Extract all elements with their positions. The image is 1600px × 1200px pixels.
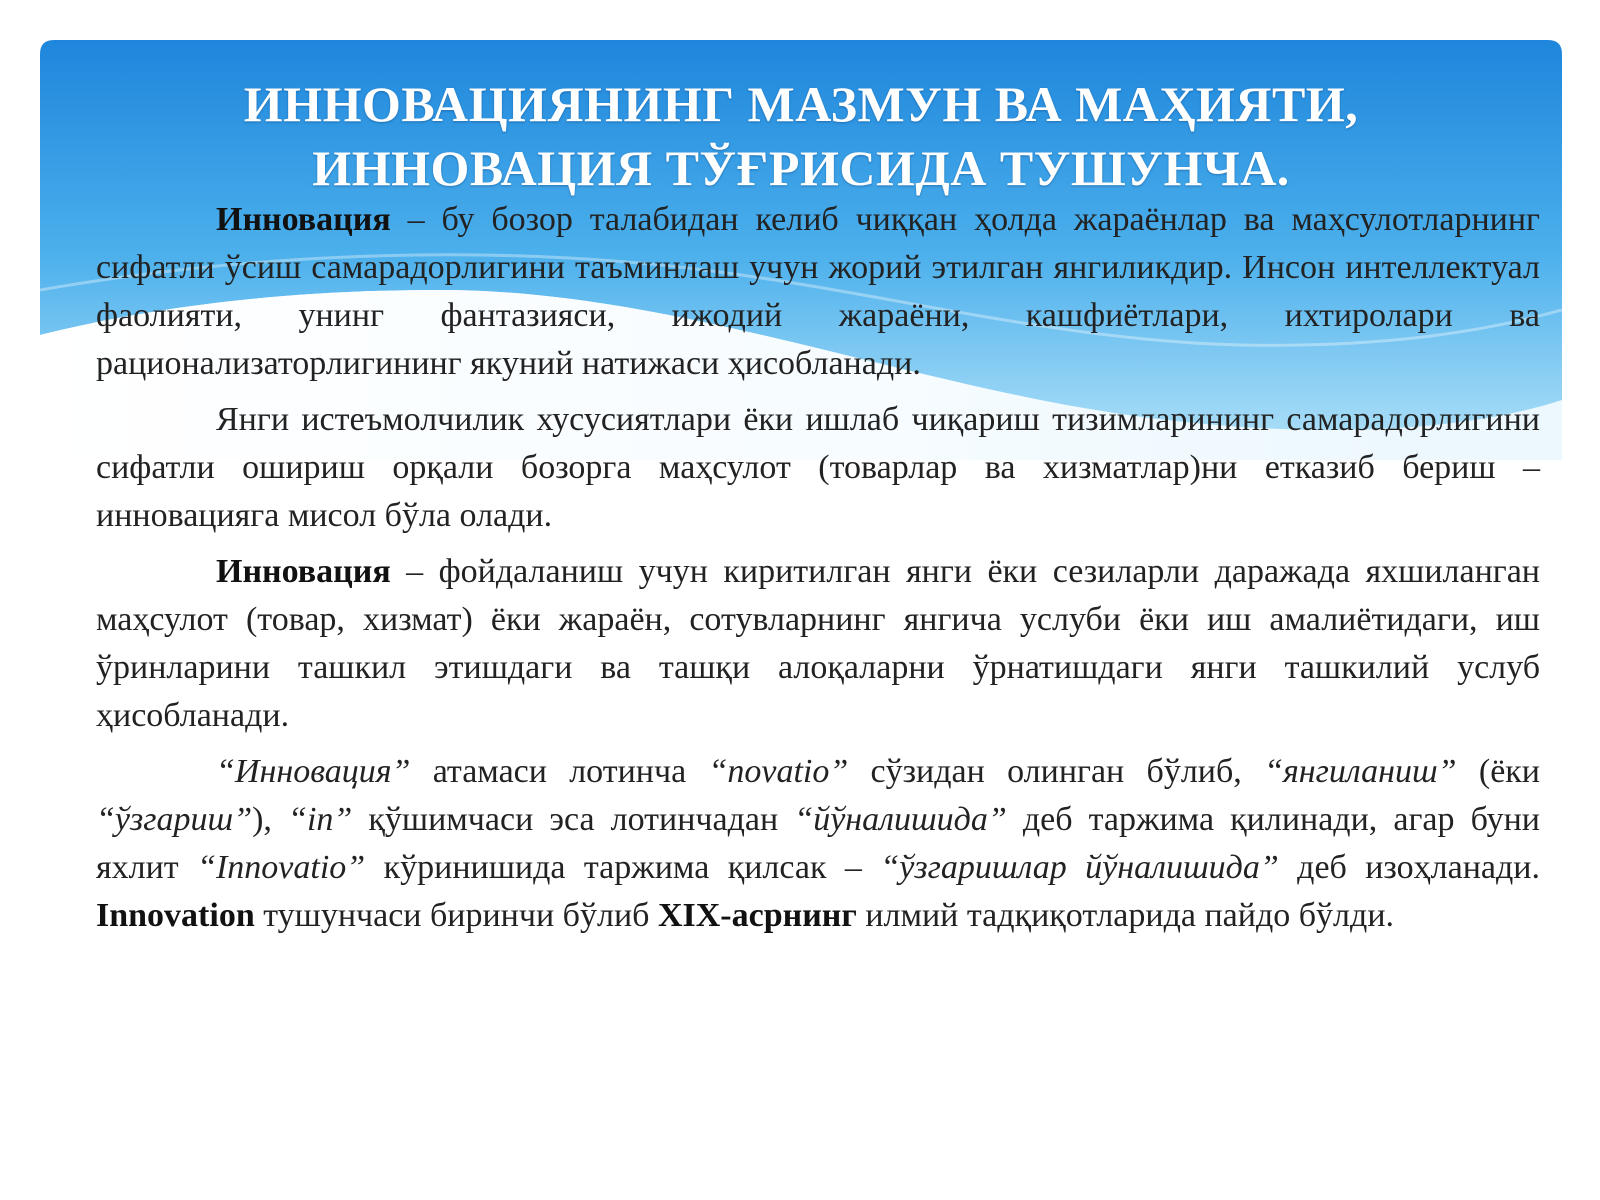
italic-term: “ўзгариш”: [96, 801, 253, 838]
text-run: кўринишида таржима қилсак –: [365, 849, 881, 886]
paragraph-text: – бу бозор талабидан келиб чиққан ҳолда жараёнлар ва маҳсулотларнинг сифатли ўсиш самарадорлигини таъминлаш учун жорий этилган янгиликдир. Инсон интеллектуал фаолияти, унинг фантазияси, ижодий жараёни, кашфиётлари, ихтиролари ва рационализаторлигининг якуний натижаси ҳисобланади.: [96, 201, 1540, 382]
text-run: илмий тадқиқотларида пайдо бўлди.: [856, 897, 1395, 934]
paragraph-text: – фойдаланиш учун киритилган янги ёки сезиларли даражада яхшиланган маҳсулот (товар, хизмат) ёки жараён, сотувларнинг янгича услуби ёки иш амалиётидаги, иш ўринларини ташкил этишдаги ва ташқи алоқаларни ўрнатишдаги янги ташкилий услуб ҳисобланади.: [96, 553, 1540, 734]
paragraph-etymology: [96, 748, 1540, 940]
bold-term: Innovation: [96, 897, 255, 934]
bold-term: XIX-асрнинг: [657, 897, 857, 934]
term-innovation: Инновация: [216, 553, 391, 590]
italic-term: “ўзгаришлар йўналишида”: [880, 849, 1279, 886]
text-run: деб изоҳланади.: [1278, 849, 1540, 886]
slide-title-line-2: ИННОВАЦИЯ ТЎҒРИСИДА ТУШУНЧА.: [312, 140, 1290, 196]
italic-term: “in”: [288, 801, 353, 838]
slide-title-line-1: ИННОВАЦИЯНИНГ МАЗМУН ВА МАҲИЯТИ,: [243, 76, 1359, 132]
term-innovation: Инновация: [216, 201, 391, 238]
text-run: тушунчаси биринчи бўлиб: [254, 897, 658, 934]
slide-body: [96, 196, 1540, 948]
text-run: деб таржима қилинади, агар буни яхлит: [96, 801, 1540, 886]
italic-term: “Инновация”: [216, 753, 411, 790]
text-run: қўшимчаси эса лотинчадан: [352, 801, 795, 838]
italic-term: “Innovatio”: [197, 849, 366, 886]
slide-title: [40, 72, 1562, 200]
paragraph-text: Янги истеъмолчилик хусусиятлари ёки ишлаб чиқариш тизимларининг самарадорлигини сифатли ошириш орқали бозорга маҳсулот (товарлар ва хизматлар)ни етказиб бериш – инновацияга мисол бўла олади.: [96, 401, 1540, 534]
text-run: ),: [252, 801, 289, 838]
text-run: (ёки: [1456, 753, 1540, 790]
italic-term: “янгиланиш”: [1264, 753, 1457, 790]
paragraph-definition-1: [96, 196, 1540, 388]
paragraph-example: [96, 396, 1540, 540]
text-run: сўзидан олинган бўлиб,: [848, 753, 1265, 790]
paragraph-definition-2: [96, 548, 1540, 740]
italic-term: “novatio”: [708, 753, 849, 790]
italic-term: “йўналишида”: [794, 801, 1007, 838]
text-run: атамаси лотинча: [410, 753, 709, 790]
